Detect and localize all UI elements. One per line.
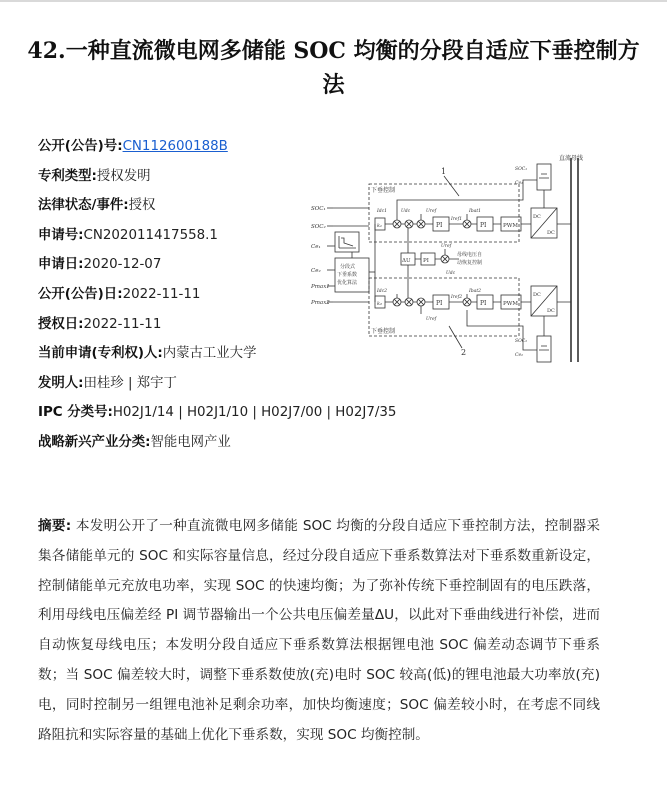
input-ce2: Ce₂ [311,268,321,274]
callout-1-line [444,176,459,196]
pi-label: PI [436,222,443,229]
field-label: 公开(公告)号: [38,139,123,154]
pi-label: PI [480,300,487,307]
field-label: 公开(公告)日: [38,286,123,302]
du-label: ΔU [402,258,411,264]
signal-label: Uref [426,209,437,214]
algo-note-line: 下垂系数 [337,272,358,278]
battery-label: SOC₂ [515,339,528,344]
callout-2: 2 [461,348,467,357]
control-block-diagram [309,150,609,368]
field-value: 内蒙古工业大学 [162,346,257,362]
input-pmax1: Pmax1 [311,284,330,290]
callout-2-line [449,326,462,348]
pi-label: PI [480,222,487,229]
pi-label: PI [436,300,443,307]
field-value: 授权发明 [96,168,151,184]
field-value: CN202011417558.1 [83,227,218,243]
frame-label-top: 下垂控制 [371,187,396,194]
droop-curve [339,236,356,248]
pi-label: PI [423,258,429,264]
field-value: 授权 [128,198,156,214]
field-value: 智能电网产业 [150,434,231,450]
field-label: 授权日: [38,316,84,332]
field-label: 当前申请(专利权)人: [38,346,163,362]
sum-junction [405,220,413,228]
field-value: 2022-11-11 [83,316,162,332]
k1-label: k₁ [377,223,383,229]
battery-1 [537,164,551,190]
center-note-line: 动恢复控制 [457,260,483,266]
page-title: 42.一种直流微电网多储能 SOC 均衡的分段自适应下垂控制方法 [27,38,640,98]
field-label: 申请日: [38,257,84,273]
input-soc1: SOC₁ [311,206,326,212]
input-pmax2: Pmax2 [311,300,330,306]
battery-label: SOC₁ [515,167,528,172]
abstract [38,512,600,750]
signal-label: Udc [401,209,411,214]
field-value: H02J1/14 | H02J1/10 | H02J7/00 | H02J7/35 [112,405,397,421]
battery-2 [537,336,551,362]
pwm-label: PWM [503,301,518,307]
sum-junction [393,298,401,306]
input-ce1: Ce₁ [311,244,321,250]
field-label: IPC 分类号: [38,405,113,421]
signal-label: Iref2 [451,295,463,300]
dc-bus-label: 直流母线 [559,155,584,162]
dc-label: DC [533,214,541,220]
abstract-label: 摘要: [38,518,72,534]
field-label: 申请号: [38,227,84,243]
pub-no-link[interactable]: CN112600188B [122,139,228,154]
sum-junction [405,298,413,306]
field-label: 专利类型: [38,168,97,184]
field-label: 战略新兴产业分类: [38,434,151,450]
signal-label: Ibat2 [469,289,482,294]
pwm-label: PWM [503,223,518,229]
top-border [0,0,667,2]
frame-label-bottom: 下垂控制 [371,328,396,335]
center-note-line: 母线电压自 [457,252,483,258]
field-value: 2022-11-11 [122,286,201,302]
sum-junction [417,220,425,228]
signal-label: Uref [441,244,452,249]
algo-note-line: 分段式 [340,264,356,270]
abstract-text: 本发明公开了一种直流微电网多储能 SOC 均衡的分段自适应下垂控制方法，控制器采集各储能单元的 SOC 和实际容量信息，经过分段自适应下垂系数算法对下垂系数重新设定，控制储能单元充放电功率，实现 SOC 的快速均衡；为了弥补传统下垂控制固有的电压跌落，利用母线电压偏差经 PI 调节器输出一个公共电压偏差量ΔU，以此对下垂曲线进行补偿，进而自动恢复母线电压；本发明分段自适应下垂系数算法根据锂电池 SOC 偏差动态调节下垂系数；当 SOC 偏差较大时，调整下垂系数使放(充)电时 SOC 较高(低)的锂电池最大功率放(充)电，同时控制另一组锂电池补足剩余功率，加快均衡速度；SOC 偏差较小时，在考虑不同线路阻抗和实际容量的基础上优化下垂系数，实现 SOC 均衡控制。 [38,518,600,743]
signal-label: Udc [446,271,456,276]
signal-label: Uref [426,317,437,322]
field-label: 发明人: [38,375,84,391]
field-value: 2020-12-07 [83,257,162,273]
algo-note-line: 优化算法 [337,280,358,286]
signal-label: Iref1 [451,217,463,222]
field-label: 法律状态/事件: [38,198,129,214]
field-value: 田桂珍 | 郑宇丁 [83,375,177,391]
dc-label: DC [547,308,555,314]
signal-label: Idc1 [377,209,388,214]
sum-junction [393,220,401,228]
sum-junction [463,220,471,228]
sum-junction [441,255,449,263]
sum-junction [463,298,471,306]
dc-label: DC [547,230,555,236]
signal-label: Ibat1 [469,209,482,214]
field-inventor [38,369,638,399]
battery-label: Ce₁ [515,181,523,186]
field-industry [38,428,638,458]
input-soc2: SOC₂ [311,224,326,230]
k2-label: k₂ [377,301,383,307]
sum-junction [417,298,425,306]
callout-1: 1 [441,167,447,176]
battery-label: Ce₂ [515,353,523,358]
dc-label: DC [533,292,541,298]
signal-label: Idc2 [377,289,388,294]
field-ipc [38,398,638,428]
